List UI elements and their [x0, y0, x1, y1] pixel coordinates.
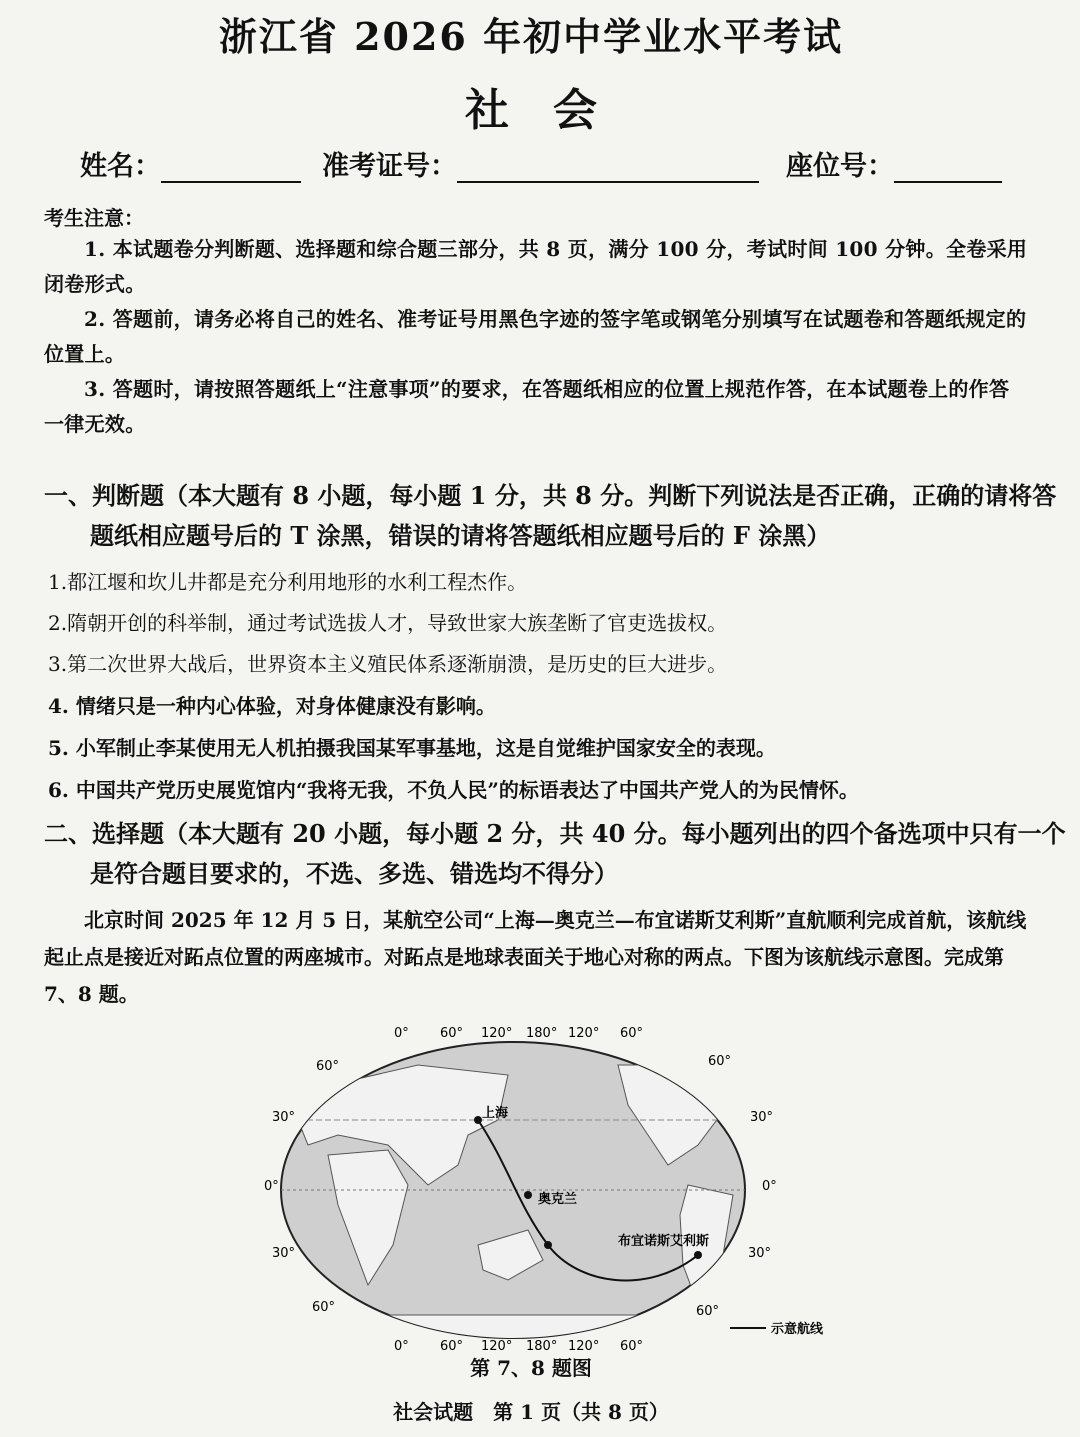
auckland-marker — [524, 1191, 532, 1199]
passage-7-8: 北京时间 2025 年 12 月 5 日，某航空公司“上海—奥克兰—布宜诺斯艾利斯”直航顺利完成首航，该航线起止点是接近对跖点位置的两座城市。对跖点是地球表面关于地心对称的两点。下图为该航线示意图。完成第 7、8 题。 — [44, 908, 1027, 1006]
city-label-buenos-aires: 布宜诺斯艾利斯 — [618, 1234, 710, 1249]
lon-label: 180° — [526, 1026, 558, 1041]
section1-heading: 一、判断题（本大题有 8 小题，每小题 1 分，共 8 分。判断下列说法是否正确，正确的请将答题纸相应题号后的 T 涂黑，错误的请将答题纸相应题号后的 F 涂黑） — [44, 481, 1057, 550]
question: 4. 情绪只是一种内心体验，对身体健康没有影响。 — [48, 694, 496, 718]
name-label: 姓名： — [80, 151, 161, 182]
seat-field — [786, 144, 1002, 183]
top-longitude-labels — [394, 1026, 643, 1041]
page-footer: 社会试题 第 1 页（共 8 页） — [393, 1400, 669, 1424]
lat-label: 60° — [708, 1054, 732, 1069]
lat-label: 0° — [762, 1179, 777, 1194]
notice-item: 3. 答题时，请按照答题纸上“注意事项”的要求，在答题纸相应的位置上规范作答，在本试题卷上的作答一律无效。 — [44, 377, 1010, 436]
question: 3.第二次世界大战后，世界资本主义殖民体系逐渐崩溃，是历史的巨大进步。 — [48, 652, 728, 676]
land-antarctica — [328, 1315, 708, 1345]
lon-label: 120° — [568, 1026, 600, 1041]
lon-label: 120° — [481, 1026, 513, 1041]
question: 5. 小军制止李某使用无人机拍摄我国某军事基地，这是自觉维护国家安全的表现。 — [48, 736, 776, 760]
notice-item: 2. 答题前，请务必将自己的姓名、准考证号用黑色字迹的签字笔或钢笔分别填写在试题卷和答题纸规定的位置上。 — [44, 307, 1027, 366]
lat-label: 30° — [750, 1110, 774, 1125]
question: 1.都江堰和坎儿井都是充分利用地形的水利工程杰作。 — [48, 570, 528, 594]
lat-label: 0° — [264, 1179, 279, 1194]
lon-label: 60° — [440, 1026, 464, 1041]
lon-label: 120° — [568, 1339, 600, 1354]
world-map-figure — [264, 1025, 828, 1355]
lon-label: 60° — [620, 1339, 644, 1354]
lat-label: 60° — [696, 1304, 720, 1319]
name-field — [80, 144, 301, 183]
lat-label: 30° — [748, 1246, 772, 1261]
section2-heading: 二、选择题（本大题有 20 小题，每小题 2 分，共 40 分。每小题列出的四个备选项中只有一个是符合题目要求的，不选、多选、错选均不得分） — [44, 819, 1066, 888]
lat-label: 30° — [272, 1246, 296, 1261]
notice-heading: 考生注意： — [44, 206, 144, 230]
subject-title: 社 会 — [465, 85, 597, 136]
buenos-aires-point — [694, 1251, 702, 1259]
lon-label: 120° — [481, 1339, 513, 1354]
exam-number-label: 准考证号： — [322, 151, 457, 182]
shanghai-point — [474, 1116, 482, 1124]
lon-label: 60° — [620, 1026, 644, 1041]
exam-title: 浙江省 2026 年初中学业水平考试 — [218, 14, 844, 59]
lat-label: 30° — [272, 1110, 296, 1125]
lat-label: 60° — [312, 1300, 336, 1315]
lon-label: 0° — [394, 1339, 409, 1354]
city-label-shanghai: 上海 — [482, 1106, 509, 1121]
question: 2.隋朝开创的科举制，通过考试选拔人才，导致世家大族垄断了官吏选拔权。 — [48, 611, 728, 635]
figure-caption: 第 7、8 题图 — [470, 1356, 592, 1380]
auckland-point — [544, 1241, 552, 1249]
exam-number-blank — [457, 155, 759, 183]
legend-label: 示意航线 — [771, 1322, 824, 1337]
exam-number-field — [322, 144, 759, 183]
lat-label: 60° — [316, 1059, 340, 1074]
lon-label: 180° — [526, 1339, 558, 1354]
question: 6. 中国共产党历史展览馆内“我将无我，不负人民”的标语表达了中国共产党人的为民情怀。 — [48, 778, 859, 802]
notice-item: 1. 本试题卷分判断题、选择题和综合题三部分，共 8 页，满分 100 分，考试时间 100 分钟。全卷采用闭卷形式。 — [44, 237, 1028, 296]
lon-label: 60° — [440, 1339, 464, 1354]
seat-label: 座位号： — [786, 151, 894, 182]
city-label-auckland: 奥克兰 — [538, 1192, 578, 1207]
lon-label: 0° — [394, 1026, 409, 1041]
seat-blank — [894, 155, 1002, 183]
name-blank — [161, 155, 301, 183]
route-map — [264, 1025, 828, 1355]
